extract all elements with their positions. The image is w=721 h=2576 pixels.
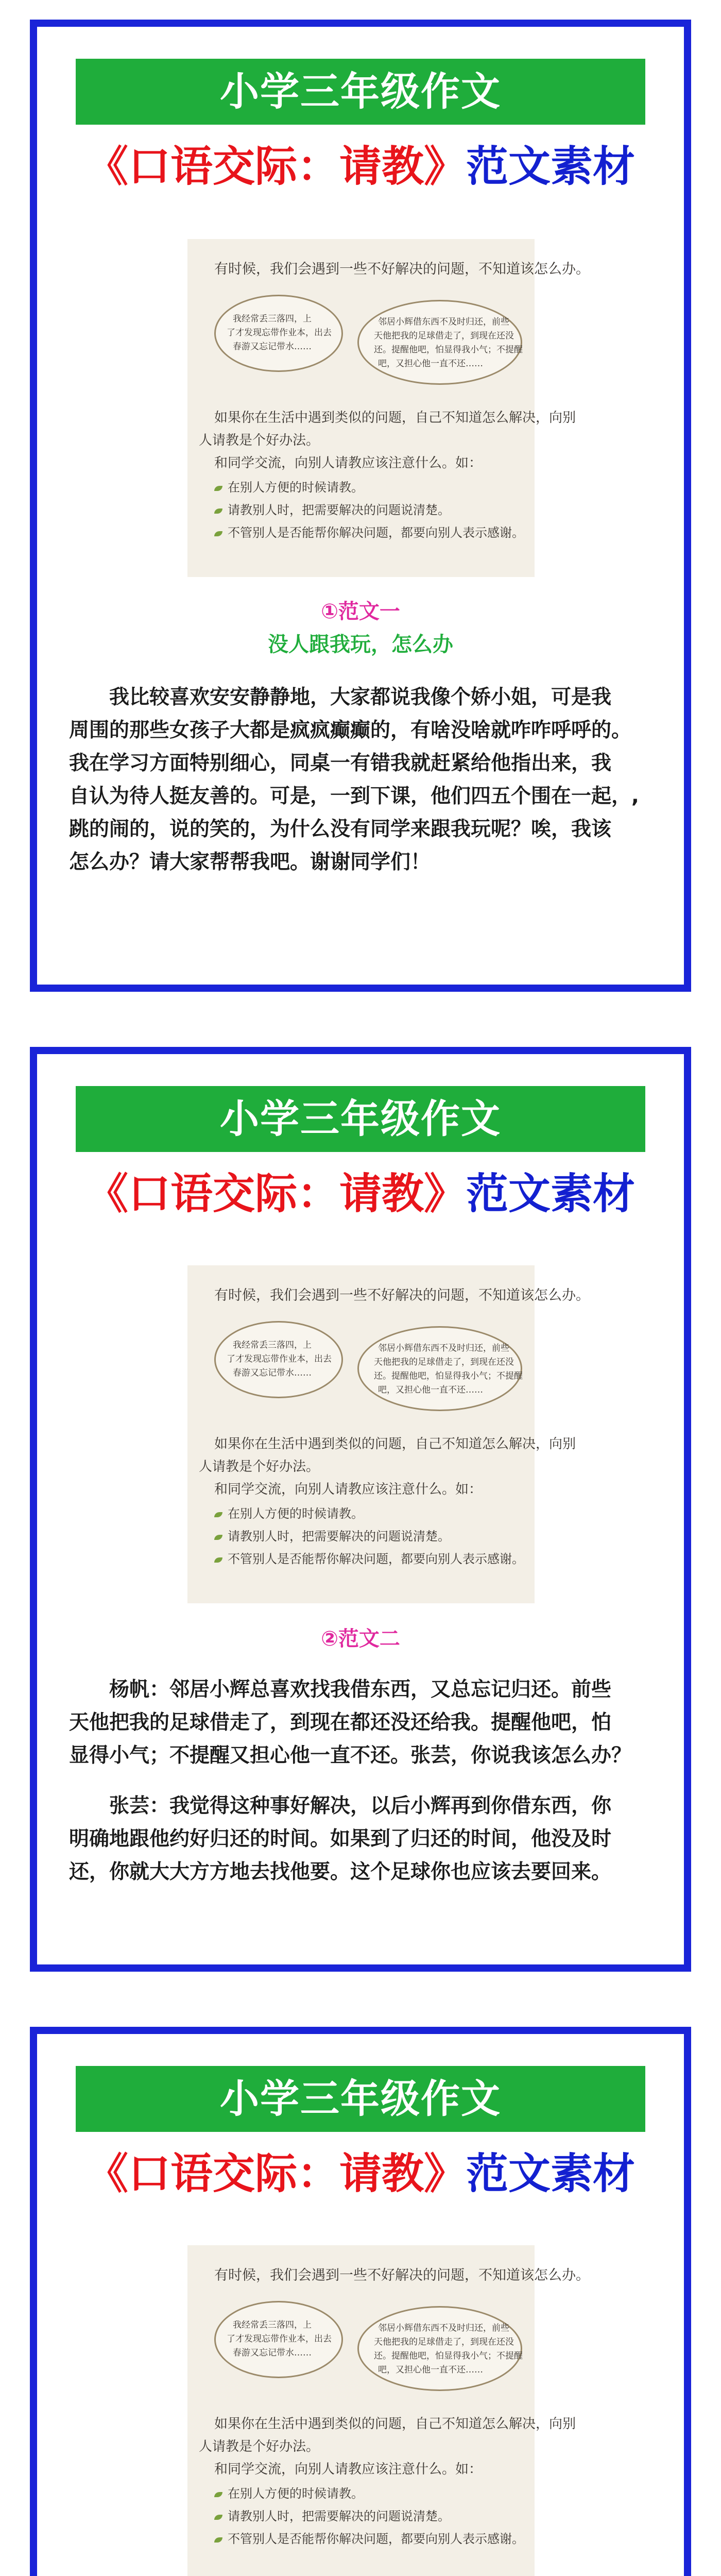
textbook-tip: 请教别人时，把需要解决的问题说清楚。 <box>214 500 450 518</box>
textbook-intro: 有时候，我们会遇到一些不好解决的问题，不知道该怎么办。 <box>214 261 590 277</box>
grade-banner: 小学三年级作文 <box>76 59 645 125</box>
leaf-bullet-icon <box>214 2537 222 2543</box>
textbook-tip: 在别人方便的时候请教。 <box>214 1503 364 1521</box>
page-title <box>37 1168 684 1220</box>
essay-line: 还，你就大大方方地去找他要。这个足球你也应该去要回来。 <box>69 1860 612 1884</box>
essay-card-1 <box>30 20 691 992</box>
textbook-tip: 不管别人是否能帮你解决问题，都要向别人表示感谢。 <box>214 2529 524 2547</box>
textbook-body-line: 如果你在生活中遇到类似的问题，自己不知道怎么解决，向别 <box>214 1436 576 1452</box>
textbook-body-line: 人请教是个好办法。 <box>199 1459 320 1475</box>
bubble-right-line: 天他把我的足球借走了，到现在还没 <box>374 331 514 341</box>
textbook-body-line: 人请教是个好办法。 <box>199 433 320 448</box>
essay-line: 周围的那些女孩子大都是疯疯癫癫的，有啥没啥就咋咋呼呼的。 <box>69 719 632 742</box>
bubble-left-line: 了才发现忘带作业本，出去 <box>227 1354 332 1364</box>
essay-line: 跳的闹的，说的笑的，为什么没有同学来跟我玩呢？唉，我该 <box>69 818 612 841</box>
textbook-excerpt-image <box>187 2245 590 2576</box>
essay-heading: ①范文一 <box>321 600 400 623</box>
textbook-body-line: 人请教是个好办法。 <box>199 2439 320 2454</box>
essay-subtitle: 没人跟我玩，怎么办 <box>268 633 453 656</box>
bubble-left-line: 我经常丢三落四，上 <box>233 1340 312 1350</box>
essay-line: 杨帆：邻居小辉总喜欢找我借东西，又总忘记归还。前些 <box>109 1678 612 1701</box>
bubble-left-line: 了才发现忘带作业本，出去 <box>227 328 332 338</box>
title-red-part: 《口语交际：请教》 <box>85 2149 466 2198</box>
textbook-body-line: 和同学交流，向别人请教应该注意什么。如： <box>214 455 483 471</box>
bubble-left-line: 我经常丢三落四，上 <box>233 2320 312 2330</box>
bubble-right-line: 吧，又担心他一直不还…… <box>378 1385 483 1395</box>
textbook-tip: 不管别人是否能帮你解决问题，都要向别人表示感谢。 <box>214 1549 524 1567</box>
grade-banner: 小学三年级作文 <box>76 1086 645 1152</box>
textbook-tip: 请教别人时，把需要解决的问题说清楚。 <box>214 1526 450 1544</box>
bubble-left-line: 我经常丢三落四，上 <box>233 314 312 324</box>
textbook-excerpt-image <box>187 239 590 577</box>
essay-line: 怎么办？请大家帮帮我吧。谢谢同学们！ <box>69 851 431 874</box>
bubble-right-line: 吧，又担心他一直不还…… <box>378 359 483 369</box>
textbook-body-line: 如果你在生活中遇到类似的问题，自己不知道怎么解决，向别 <box>214 410 576 426</box>
leaf-bullet-icon <box>214 2492 222 2497</box>
textbook-intro: 有时候，我们会遇到一些不好解决的问题，不知道该怎么办。 <box>214 2267 590 2283</box>
leaf-bullet-icon <box>214 486 222 491</box>
textbook-body-line: 和同学交流，向别人请教应该注意什么。如： <box>214 2462 483 2477</box>
bubble-left-line: 春游又忘记带水…… <box>233 342 312 352</box>
essay-line: 我比较喜欢安安静静地，大家都说我像个娇小姐，可是我 <box>109 686 612 709</box>
bubble-left-line: 春游又忘记带水…… <box>233 1368 312 1378</box>
leaf-bullet-icon <box>214 1535 222 1540</box>
bubble-right-line: 邻居小辉借东西不及时归还，前些 <box>378 1343 509 1353</box>
bubble-right-line: 还。提醒他吧，怕显得我小气；不提醒 <box>374 2351 523 2361</box>
bubble-right-line: 天他把我的足球借走了，到现在还没 <box>374 2337 514 2347</box>
leaf-bullet-icon <box>214 531 222 536</box>
page-title <box>37 2148 684 2200</box>
textbook-tip: 不管别人是否能帮你解决问题，都要向别人表示感谢。 <box>214 522 524 540</box>
essay-line: 张芸：我觉得这种事好解决，以后小辉再到你借东西，你 <box>109 1794 612 1818</box>
bubble-left-line: 了才发现忘带作业本，出去 <box>227 2334 332 2344</box>
essay-line: 天他把我的足球借走了，到现在都还没还给我。提醒他吧，怕 <box>69 1711 612 1734</box>
textbook-body-line: 和同学交流，向别人请教应该注意什么。如： <box>214 1482 483 1497</box>
textbook-tip: 请教别人时，把需要解决的问题说清楚。 <box>214 2506 450 2524</box>
essay-line: 明确地跟他约好归还的时间。如果到了归还的时间，他没及时 <box>69 1827 612 1851</box>
title-red-part: 《口语交际：请教》 <box>85 142 466 191</box>
bubble-right-line: 还。提醒他吧，怕显得我小气；不提醒 <box>374 345 523 355</box>
title-red-part: 《口语交际：请教》 <box>85 1170 466 1218</box>
textbook-intro: 有时候，我们会遇到一些不好解决的问题，不知道该怎么办。 <box>214 1287 590 1303</box>
title-blue-part: 范文素材 <box>466 1170 636 1218</box>
textbook-body-line: 如果你在生活中遇到类似的问题，自己不知道怎么解决，向别 <box>214 2416 576 2432</box>
leaf-bullet-icon <box>214 2515 222 2520</box>
bubble-right-line: 还。提醒他吧，怕显得我小气；不提醒 <box>374 1371 523 1381</box>
essay-card-2 <box>30 1047 691 1972</box>
bubble-right-line: 天他把我的足球借走了，到现在还没 <box>374 1357 514 1367</box>
leaf-bullet-icon <box>214 509 222 514</box>
textbook-excerpt-image <box>187 1265 590 1603</box>
grade-banner: 小学三年级作文 <box>76 2066 645 2132</box>
textbook-tip: 在别人方便的时候请教。 <box>214 2483 364 2501</box>
essay-card-3 <box>30 2027 691 2576</box>
leaf-bullet-icon <box>214 1557 222 1563</box>
page-title <box>37 141 684 193</box>
bubble-right-line: 邻居小辉借东西不及时归还，前些 <box>378 2323 509 2333</box>
essay-line: 自认为待人挺友善的。可是，一到下课，他们四五个围在一起，, <box>69 785 639 808</box>
title-blue-part: 范文素材 <box>466 142 636 191</box>
essay-line: 显得小气；不提醒又担心他一直不还。张芸，你说我该怎么办？ <box>69 1744 632 1767</box>
textbook-tip: 在别人方便的时候请教。 <box>214 477 364 495</box>
essay-heading: ②范文二 <box>321 1627 400 1651</box>
essay-line: 我在学习方面特别细心，同桌一有错我就赶紧给他指出来，我 <box>69 752 612 775</box>
bubble-right-line: 邻居小辉借东西不及时归还，前些 <box>378 317 509 327</box>
leaf-bullet-icon <box>214 1512 222 1517</box>
title-blue-part: 范文素材 <box>466 2149 636 2198</box>
bubble-left-line: 春游又忘记带水…… <box>233 2348 312 2358</box>
bubble-right-line: 吧，又担心他一直不还…… <box>378 2365 483 2375</box>
